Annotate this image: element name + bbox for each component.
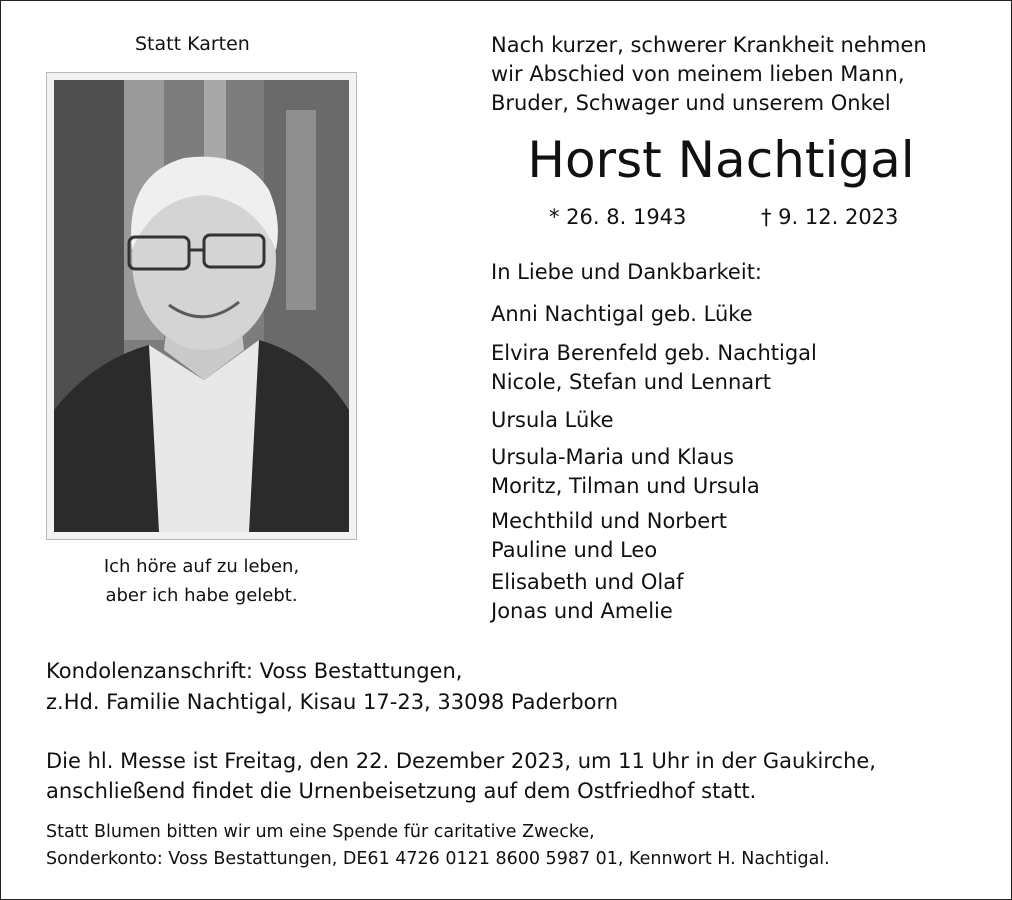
intro-line: Bruder, Schwager und unserem Onkel bbox=[491, 91, 891, 115]
donation-request bbox=[46, 819, 830, 873]
funeral-mass-info bbox=[46, 746, 876, 806]
mourner-line: Jonas und Amelie bbox=[491, 599, 673, 623]
donation-line: Sonderkonto: Voss Bestattungen, DE61 4726 0121 8600 5987 01, Kennwort H. Nachtigal. bbox=[46, 849, 830, 869]
mourner-line: Ursula Lüke bbox=[491, 408, 614, 432]
mourner-group bbox=[491, 568, 683, 626]
deceased-name: Horst Nachtigal bbox=[527, 131, 915, 189]
quote-line: Ich höre auf zu leben, bbox=[103, 556, 300, 577]
mourner-line: Anni Nachtigal geb. Lüke bbox=[491, 302, 753, 326]
condolence-line: Kondolenzanschrift: Voss Bestattungen, bbox=[46, 659, 463, 683]
announcement-intro bbox=[491, 31, 927, 118]
portrait-photo bbox=[54, 80, 349, 532]
mourner-group bbox=[491, 443, 760, 501]
condolence-address bbox=[46, 656, 618, 718]
mourner-group bbox=[491, 300, 753, 329]
mourner-line: Moritz, Tilman und Ursula bbox=[491, 474, 760, 498]
mourner-line: Elisabeth und Olaf bbox=[491, 570, 684, 594]
portrait-frame bbox=[46, 72, 357, 540]
quote-line: aber ich habe gelebt. bbox=[105, 585, 298, 606]
mourner-line: Nicole, Stefan und Lennart bbox=[491, 370, 772, 394]
mourner-line: Mechthild und Norbert bbox=[491, 509, 728, 533]
mourner-line: Elvira Berenfeld geb. Nachtigal bbox=[491, 341, 817, 365]
mourners-heading: In Liebe und Dankbarkeit: bbox=[491, 260, 763, 284]
death-date: † 9. 12. 2023 bbox=[761, 205, 899, 229]
donation-line: Statt Blumen bitten wir um eine Spende für caritative Zwecke, bbox=[46, 822, 595, 842]
condolence-line: z.Hd. Familie Nachtigal, Kisau 17-23, 33098 Paderborn bbox=[46, 690, 619, 714]
birth-date: * 26. 8. 1943 bbox=[549, 205, 687, 229]
portrait-illustration bbox=[54, 80, 349, 532]
mourner-group bbox=[491, 406, 614, 435]
mass-line: anschließend findet die Urnenbeisetzung auf dem Ostfriedhof statt. bbox=[46, 779, 757, 803]
mourner-group bbox=[491, 507, 727, 565]
mourner-line: Ursula-Maria und Klaus bbox=[491, 445, 734, 469]
memorial-quote bbox=[46, 552, 357, 610]
intro-line: wir Abschied von meinem lieben Mann, bbox=[491, 62, 905, 86]
mass-line: Die hl. Messe ist Freitag, den 22. Dezember 2023, um 11 Uhr in der Gaukirche, bbox=[46, 749, 876, 773]
mourner-line: Pauline und Leo bbox=[491, 538, 658, 562]
mourner-group bbox=[491, 339, 817, 397]
intro-line: Nach kurzer, schwerer Krankheit nehmen bbox=[491, 33, 927, 57]
statt-karten-label: Statt Karten bbox=[135, 33, 250, 55]
